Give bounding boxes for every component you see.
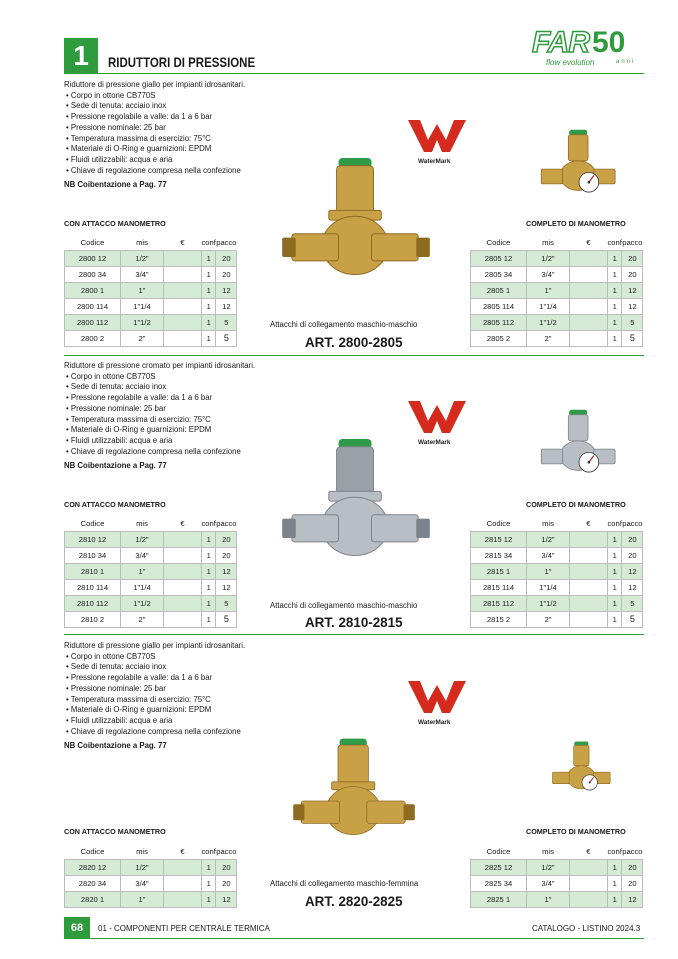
table-row <box>471 563 643 579</box>
cell-size: 1" <box>527 563 570 579</box>
cell-pack: 12 <box>216 282 237 298</box>
table-row <box>471 595 643 611</box>
cell-size: 3/4" <box>527 266 570 282</box>
column-header: € <box>180 519 185 529</box>
column-header: pacco <box>216 519 237 529</box>
cell-price <box>164 891 202 907</box>
table-row <box>471 891 643 907</box>
feature-item: • Pressione regolabile a valle: da 1 a 6 bar <box>64 393 255 404</box>
valve-with-gauge-image <box>550 729 614 809</box>
cell-price <box>164 298 202 314</box>
article-code: ART. 2800-2805 <box>305 335 403 350</box>
column-header: pacco <box>216 238 237 248</box>
table-row <box>65 531 237 547</box>
table-header-row <box>65 845 237 859</box>
cell-code: 2810 1 <box>65 563 121 579</box>
cell-pack: 5 <box>622 314 643 330</box>
watermark-logo-icon <box>406 679 468 715</box>
table-row <box>471 547 643 563</box>
cell-price <box>570 298 608 314</box>
cell-pack: 5 <box>622 595 643 611</box>
table-header-row <box>471 845 643 859</box>
cell-pack: 20 <box>622 859 643 875</box>
right-table-title: COMPLETO DI MANOMETRO <box>526 500 626 509</box>
description-text: Riduttore di pressione giallo per impianti idrosanitari. <box>64 80 246 89</box>
cell-pack: 20 <box>622 547 643 563</box>
column-header: € <box>180 238 185 248</box>
table-row <box>65 595 237 611</box>
column-header: € <box>586 519 591 529</box>
watermark-logo-icon <box>406 399 468 435</box>
cell-conf: 1 <box>202 875 216 891</box>
product-section <box>0 80 678 350</box>
cell-code: 2810 2 <box>65 611 121 627</box>
cell-conf: 1 <box>608 298 622 314</box>
cell-code: 2820 34 <box>65 875 121 891</box>
valve-with-gauge-image <box>538 407 620 483</box>
cell-conf: 1 <box>608 563 622 579</box>
cell-size: 1"1/4 <box>527 298 570 314</box>
cell-size: 1/2" <box>527 859 570 875</box>
feature-item: • Corpo in ottone CB770S <box>64 91 245 102</box>
far-logo <box>528 26 646 72</box>
cell-price <box>570 563 608 579</box>
cell-code: 2800 1 <box>65 282 121 298</box>
price-table <box>64 517 237 628</box>
column-header: mis <box>542 519 554 529</box>
footer-section-label: 01 - COMPONENTI PER CENTRALE TERMICA <box>98 924 270 933</box>
cell-code: 2805 112 <box>471 314 527 330</box>
table-row <box>471 859 643 875</box>
cell-price <box>164 330 202 346</box>
cell-size: 1/2" <box>121 250 164 266</box>
table-header-row <box>471 517 643 531</box>
table-row <box>65 891 237 907</box>
left-table-title: CON ATTACCO MANOMETRO <box>64 827 166 836</box>
cell-size: 1" <box>527 282 570 298</box>
description-text: Riduttore di pressione giallo per impianti idrosanitari. <box>64 641 246 650</box>
cell-code: 2815 12 <box>471 531 527 547</box>
feature-item: • Sede di tenuta: acciaio inox <box>64 382 255 393</box>
cell-code: 2805 1 <box>471 282 527 298</box>
watermark-logo-icon <box>406 118 468 154</box>
valve-brass-image <box>276 156 436 292</box>
cell-price <box>570 595 608 611</box>
cell-price <box>570 891 608 907</box>
feature-item: • Materiale di O-Ring e guarnizioni: EPDM <box>64 425 255 436</box>
cell-pack: 12 <box>216 579 237 595</box>
valve-chrome-image <box>276 437 436 573</box>
cell-price <box>570 250 608 266</box>
cell-size: 1"1/2 <box>121 314 164 330</box>
table-row <box>65 266 237 282</box>
logo-anni: anni <box>616 59 636 65</box>
logo-anniversary: 50 <box>592 26 626 59</box>
feature-item: • Temperatura massima di esercizio: 75°C <box>64 134 245 145</box>
feature-item: • Pressione regolabile a valle: da 1 a 6 bar <box>64 673 245 684</box>
chapter-number: 1 <box>64 38 98 74</box>
feature-item: • Chiave di regolazione compresa nella confezione <box>64 447 255 458</box>
cell-size: 1"1/2 <box>121 595 164 611</box>
cell-code: 2815 34 <box>471 547 527 563</box>
valve-with-gauge-image <box>538 128 620 202</box>
product-description <box>64 641 245 752</box>
feature-item: • Fluidi utilizzabili: acqua e aria <box>64 436 255 447</box>
cell-size: 2" <box>121 611 164 627</box>
cell-conf: 1 <box>202 547 216 563</box>
table-row <box>471 250 643 266</box>
cell-pack: 12 <box>216 563 237 579</box>
section-divider <box>64 355 644 356</box>
cell-price <box>570 875 608 891</box>
column-header: pacco <box>622 238 643 248</box>
table-row <box>65 298 237 314</box>
cell-price <box>570 859 608 875</box>
article-code: ART. 2820-2825 <box>305 894 403 909</box>
cell-conf: 1 <box>202 595 216 611</box>
feature-item: • Chiave di regolazione compresa nella confezione <box>64 166 245 177</box>
cell-conf: 1 <box>202 579 216 595</box>
cell-conf: 1 <box>608 266 622 282</box>
cell-pack: 12 <box>622 891 643 907</box>
footer-catalog-label: CATALOGO - LISTINO 2024.3 <box>532 924 641 933</box>
column-header: mis <box>136 847 148 857</box>
feature-item: • Pressione regolabile a valle: da 1 a 6 bar <box>64 112 245 123</box>
table-row <box>471 314 643 330</box>
table-row <box>471 611 643 627</box>
cell-conf: 1 <box>608 547 622 563</box>
cell-pack: 12 <box>216 298 237 314</box>
cell-code: 2815 112 <box>471 595 527 611</box>
column-header: conf <box>201 847 216 857</box>
chapter-rule <box>98 73 644 74</box>
feature-item: • Materiale di O-Ring e guarnizioni: EPDM <box>64 144 245 155</box>
cell-size: 1/2" <box>527 250 570 266</box>
cell-conf: 1 <box>608 314 622 330</box>
table-row <box>65 611 237 627</box>
feature-item: • Fluidi utilizzabili: acqua e aria <box>64 716 245 727</box>
cell-code: 2800 114 <box>65 298 121 314</box>
cell-conf: 1 <box>202 563 216 579</box>
cell-pack: 5 <box>216 595 237 611</box>
cell-pack: 20 <box>216 875 237 891</box>
cell-size: 1"1/2 <box>527 314 570 330</box>
table-row <box>471 282 643 298</box>
cell-pack: 20 <box>216 547 237 563</box>
table-row <box>65 547 237 563</box>
table-row <box>65 250 237 266</box>
cell-size: 1"1/4 <box>527 579 570 595</box>
cell-code: 2810 12 <box>65 531 121 547</box>
column-header: pacco <box>622 847 643 857</box>
insulation-note: NB Coibentazione a Pag. 77 <box>64 741 167 751</box>
cell-pack: 5 <box>216 611 237 627</box>
cell-size: 2" <box>527 611 570 627</box>
connection-type: Attacchi di collegamento maschio-maschio <box>270 601 418 610</box>
article-code: ART. 2810-2815 <box>305 615 403 630</box>
cell-pack: 20 <box>216 266 237 282</box>
cell-pack: 20 <box>622 266 643 282</box>
cell-conf: 1 <box>202 531 216 547</box>
column-header: Codice <box>486 238 511 248</box>
cell-size: 1/2" <box>527 531 570 547</box>
table-row <box>65 579 237 595</box>
cell-price <box>570 531 608 547</box>
cell-size: 1" <box>121 282 164 298</box>
cell-price <box>164 563 202 579</box>
cell-price <box>164 314 202 330</box>
logo-brand: FAR <box>532 26 589 59</box>
cell-code: 2825 1 <box>471 891 527 907</box>
cell-pack: 20 <box>622 531 643 547</box>
cell-code: 2825 34 <box>471 875 527 891</box>
column-header: € <box>180 847 185 857</box>
cell-price <box>164 266 202 282</box>
column-header: conf <box>607 519 622 529</box>
cell-price <box>570 547 608 563</box>
column-header: Codice <box>80 238 105 248</box>
cell-code: 2800 12 <box>65 250 121 266</box>
cell-code: 2805 2 <box>471 330 527 346</box>
cell-conf: 1 <box>202 250 216 266</box>
section-divider <box>64 634 644 635</box>
column-header: conf <box>201 519 216 529</box>
cell-conf: 1 <box>608 595 622 611</box>
table-row <box>65 859 237 875</box>
column-header: Codice <box>486 519 511 529</box>
cell-price <box>164 875 202 891</box>
cell-conf: 1 <box>202 891 216 907</box>
cell-price <box>570 314 608 330</box>
cell-pack: 5 <box>216 330 237 346</box>
cell-pack: 12 <box>216 891 237 907</box>
connection-type: Attacchi di collegamento maschio-maschio <box>270 320 418 329</box>
cell-size: 1"1/4 <box>121 298 164 314</box>
cell-pack: 20 <box>216 859 237 875</box>
cell-pack: 12 <box>622 282 643 298</box>
cell-price <box>570 579 608 595</box>
cell-price <box>164 595 202 611</box>
table-row <box>65 282 237 298</box>
left-table-title: CON ATTACCO MANOMETRO <box>64 219 166 228</box>
cell-code: 2810 114 <box>65 579 121 595</box>
column-header: Codice <box>80 847 105 857</box>
cell-price <box>570 282 608 298</box>
cell-size: 1"1/2 <box>527 595 570 611</box>
cell-price <box>164 531 202 547</box>
cell-pack: 12 <box>622 298 643 314</box>
product-description <box>64 80 245 191</box>
cell-code: 2815 1 <box>471 563 527 579</box>
product-section <box>0 641 678 911</box>
table-row <box>471 875 643 891</box>
cell-pack: 5 <box>622 611 643 627</box>
cell-pack: 20 <box>216 250 237 266</box>
cell-conf: 1 <box>608 531 622 547</box>
column-header: conf <box>201 238 216 248</box>
table-row <box>65 330 237 346</box>
cell-size: 1/2" <box>121 531 164 547</box>
cell-code: 2805 34 <box>471 266 527 282</box>
table-row <box>471 579 643 595</box>
cell-conf: 1 <box>608 891 622 907</box>
cell-size: 3/4" <box>121 266 164 282</box>
cell-size: 3/4" <box>121 875 164 891</box>
cell-pack: 20 <box>216 531 237 547</box>
price-table <box>64 845 237 908</box>
table-row <box>471 531 643 547</box>
feature-item: • Corpo in ottone CB770S <box>64 372 255 383</box>
cell-pack: 12 <box>622 579 643 595</box>
feature-list <box>64 372 255 458</box>
price-table <box>470 517 643 628</box>
cell-conf: 1 <box>608 611 622 627</box>
cell-price <box>164 859 202 875</box>
price-table <box>470 845 643 908</box>
table-header-row <box>65 517 237 531</box>
valve-brass-mf-image <box>290 723 418 863</box>
cell-size: 3/4" <box>527 547 570 563</box>
cell-conf: 1 <box>608 330 622 346</box>
cell-code: 2825 12 <box>471 859 527 875</box>
cell-size: 1"1/4 <box>121 579 164 595</box>
watermark-label: WaterMark <box>418 719 451 726</box>
feature-item: • Pressione nominale: 25 bar <box>64 684 245 695</box>
cell-code: 2815 114 <box>471 579 527 595</box>
cell-size: 3/4" <box>121 547 164 563</box>
feature-item: • Sede di tenuta: acciaio inox <box>64 101 245 112</box>
column-header: conf <box>607 238 622 248</box>
column-header: pacco <box>622 519 643 529</box>
table-row <box>471 266 643 282</box>
cell-conf: 1 <box>202 330 216 346</box>
cell-price <box>570 330 608 346</box>
cell-size: 2" <box>121 330 164 346</box>
feature-list <box>64 91 245 177</box>
cell-size: 1" <box>121 563 164 579</box>
column-header: conf <box>607 847 622 857</box>
watermark-label: WaterMark <box>418 439 451 446</box>
price-table <box>64 236 237 347</box>
column-header: mis <box>136 238 148 248</box>
price-table <box>470 236 643 347</box>
cell-code: 2815 2 <box>471 611 527 627</box>
product-description <box>64 361 255 472</box>
feature-item: • Sede di tenuta: acciaio inox <box>64 662 245 673</box>
watermark-label: WaterMark <box>418 158 451 165</box>
table-row <box>65 314 237 330</box>
cell-conf: 1 <box>608 875 622 891</box>
cell-price <box>164 579 202 595</box>
cell-conf: 1 <box>202 611 216 627</box>
column-header: mis <box>136 519 148 529</box>
cell-price <box>164 611 202 627</box>
feature-item: • Fluidi utilizzabili: acqua e aria <box>64 155 245 166</box>
table-row <box>471 298 643 314</box>
column-header: mis <box>542 238 554 248</box>
product-section <box>0 361 678 631</box>
column-header: € <box>586 238 591 248</box>
cell-code: 2805 12 <box>471 250 527 266</box>
table-row <box>471 330 643 346</box>
insulation-note: NB Coibentazione a Pag. 77 <box>64 180 167 190</box>
feature-item: • Temperatura massima di esercizio: 75°C <box>64 695 245 706</box>
feature-item: • Materiale di O-Ring e guarnizioni: EPDM <box>64 705 245 716</box>
cell-price <box>570 266 608 282</box>
cell-price <box>164 547 202 563</box>
page-number: 68 <box>64 917 90 939</box>
cell-size: 3/4" <box>527 875 570 891</box>
cell-conf: 1 <box>608 282 622 298</box>
cell-conf: 1 <box>202 859 216 875</box>
cell-code: 2810 34 <box>65 547 121 563</box>
cell-price <box>164 282 202 298</box>
cell-pack: 20 <box>622 250 643 266</box>
insulation-note: NB Coibentazione a Pag. 77 <box>64 461 167 471</box>
cell-conf: 1 <box>608 579 622 595</box>
cell-code: 2800 2 <box>65 330 121 346</box>
feature-item: • Corpo in ottone CB770S <box>64 652 245 663</box>
cell-conf: 1 <box>202 266 216 282</box>
footer-rule <box>90 938 644 939</box>
cell-code: 2820 1 <box>65 891 121 907</box>
cell-pack: 5 <box>622 330 643 346</box>
cell-conf: 1 <box>608 250 622 266</box>
description-text: Riduttore di pressione cromato per impianti idrosanitari. <box>64 361 256 370</box>
cell-price <box>570 611 608 627</box>
feature-item: • Temperatura massima di esercizio: 75°C <box>64 415 255 426</box>
cell-code: 2805 114 <box>471 298 527 314</box>
cell-code: 2800 34 <box>65 266 121 282</box>
cell-price <box>164 250 202 266</box>
connection-type: Attacchi di collegamento maschio-femmina <box>270 879 419 888</box>
cell-size: 1" <box>527 891 570 907</box>
column-header: pacco <box>216 847 237 857</box>
feature-item: • Chiave di regolazione compresa nella confezione <box>64 727 245 738</box>
cell-code: 2810 112 <box>65 595 121 611</box>
column-header: mis <box>542 847 554 857</box>
cell-code: 2800 112 <box>65 314 121 330</box>
cell-pack: 20 <box>622 875 643 891</box>
cell-conf: 1 <box>202 314 216 330</box>
cell-size: 2" <box>527 330 570 346</box>
feature-item: • Pressione nominale: 25 bar <box>64 123 245 134</box>
column-header: Codice <box>486 847 511 857</box>
right-table-title: COMPLETO DI MANOMETRO <box>526 219 626 228</box>
cell-size: 1" <box>121 891 164 907</box>
table-header-row <box>65 236 237 250</box>
cell-pack: 5 <box>216 314 237 330</box>
cell-size: 1/2" <box>121 859 164 875</box>
cell-conf: 1 <box>202 298 216 314</box>
cell-pack: 12 <box>622 563 643 579</box>
logo-tagline: flow evolution <box>546 58 595 67</box>
table-row <box>65 875 237 891</box>
cell-conf: 1 <box>202 282 216 298</box>
table-header-row <box>471 236 643 250</box>
cell-conf: 1 <box>608 859 622 875</box>
feature-item: • Pressione nominale: 25 bar <box>64 404 255 415</box>
column-header: € <box>586 847 591 857</box>
cell-code: 2820 12 <box>65 859 121 875</box>
feature-list <box>64 652 245 738</box>
table-row <box>65 563 237 579</box>
right-table-title: COMPLETO DI MANOMETRO <box>526 827 626 836</box>
column-header: Codice <box>80 519 105 529</box>
left-table-title: CON ATTACCO MANOMETRO <box>64 500 166 509</box>
chapter-title: RIDUTTORI DI PRESSIONE <box>108 54 256 70</box>
